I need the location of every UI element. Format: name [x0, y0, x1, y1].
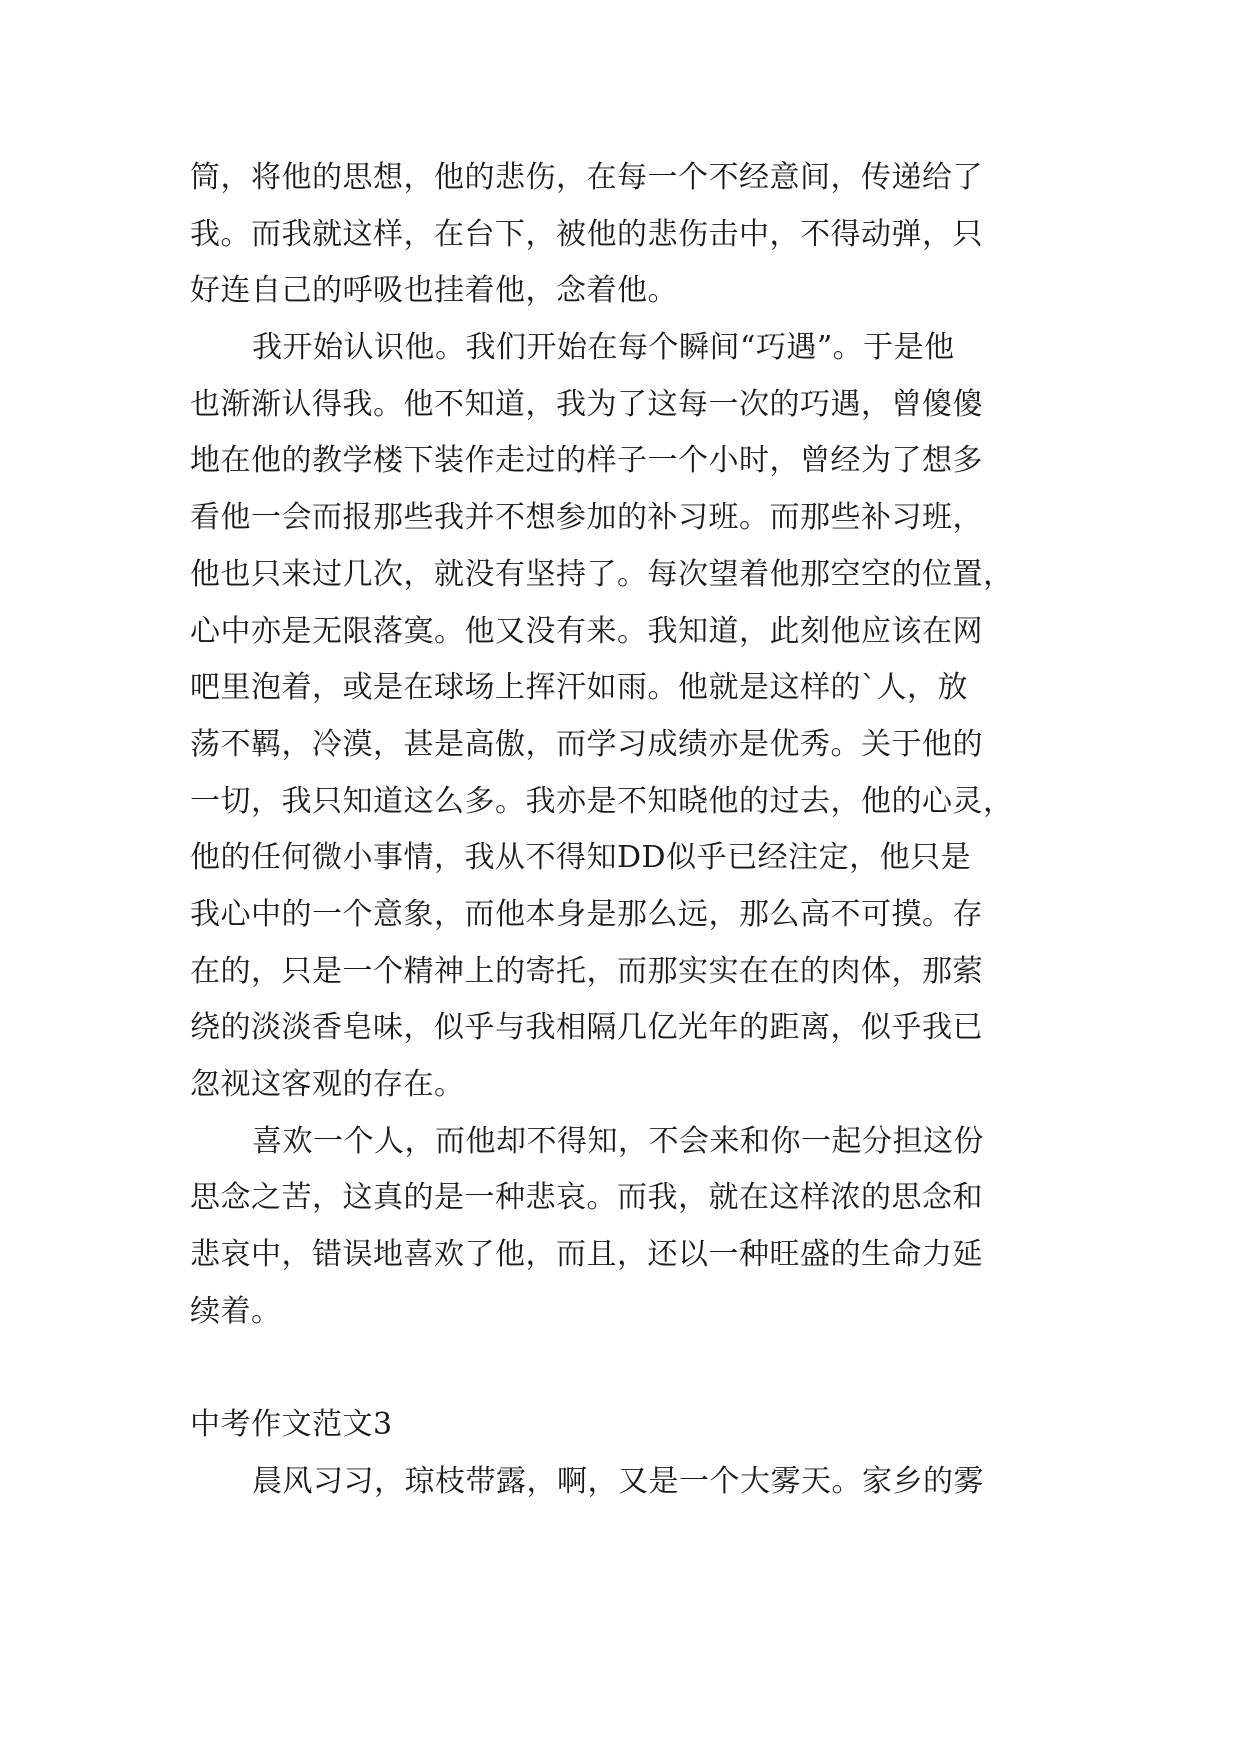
text-line: 他的任何微小事情，我从不得知DD似乎已经注定，他只是: [190, 840, 972, 876]
text-line: 心中亦是无限落寞。他又没有来。我知道，此刻他应该在网: [190, 613, 983, 649]
text-line: 绕的淡淡香皂味，似乎与我相隔几亿光年的距离，似乎我已: [190, 1010, 983, 1046]
paragraph-1: [190, 150, 1050, 320]
text-line: 他也只来过几次，就没有坚持了。每次望着他那空空的位置，: [190, 556, 1014, 592]
paragraph-spacer: [190, 1340, 1050, 1397]
text-line: 吧里泡着，或是在球场上挥汗如雨。他就是这样的`人，放: [190, 670, 968, 706]
text-line: 悲哀中，错误地喜欢了他，而且，还以一种旺盛的生命力延: [190, 1237, 983, 1273]
text-line: 好连自己的呼吸也挂着他，念着他。: [190, 273, 678, 309]
text-line: 我。而我就这样，在台下，被他的悲伤击中，不得动弹，只: [190, 216, 983, 252]
paragraph-4: [190, 1454, 1050, 1511]
text-line: 我心中的一个意象，而他本身是那么远，那么高不可摸。存: [190, 896, 983, 932]
text-line: 在的，只是一个精神上的寄托，而那实实在在的肉体，那萦: [190, 953, 983, 989]
section-heading: 中考作文范文3: [190, 1407, 393, 1443]
text-line: 忽视这客观的存在。: [190, 1067, 465, 1102]
text-line: 续着。: [190, 1293, 282, 1329]
text-line: 地在他的教学楼下装作走过的样子一个小时，曾经为了想多: [190, 443, 983, 479]
text-line: 我开始认识他。我们开始在每个瞬间“巧遇”。于是他: [252, 330, 955, 366]
text-line: 也渐渐认得我。他不知道，我为了这每一次的巧遇，曾傻傻: [190, 386, 983, 422]
text-line: 看他一会而报那些我并不想参加的补习班。而那些补习班，: [190, 500, 983, 536]
paragraph-2: [190, 320, 1050, 1114]
text-line: 筒，将他的思想，他的悲伤，在每一个不经意间，传递给了: [190, 160, 983, 195]
text-line: 一切，我只知道这么多。我亦是不知晓他的过去，他的心灵，: [190, 783, 1014, 819]
text-line: 思念之苦，这真的是一种悲哀。而我，就在这样浓的思念和: [190, 1180, 983, 1216]
paragraph-3: [190, 1114, 1050, 1341]
text-line: 荡不羁，冷漠，甚是高傲，而学习成绩亦是优秀。关于他的: [190, 726, 983, 762]
document-body: [190, 150, 1050, 1511]
text-line: 喜欢一个人，而他却不得知，不会来和你一起分担这份: [252, 1123, 984, 1159]
text-line: 晨风习习，琼枝带露，啊，又是一个大雾天。家乡的雾: [252, 1463, 984, 1499]
